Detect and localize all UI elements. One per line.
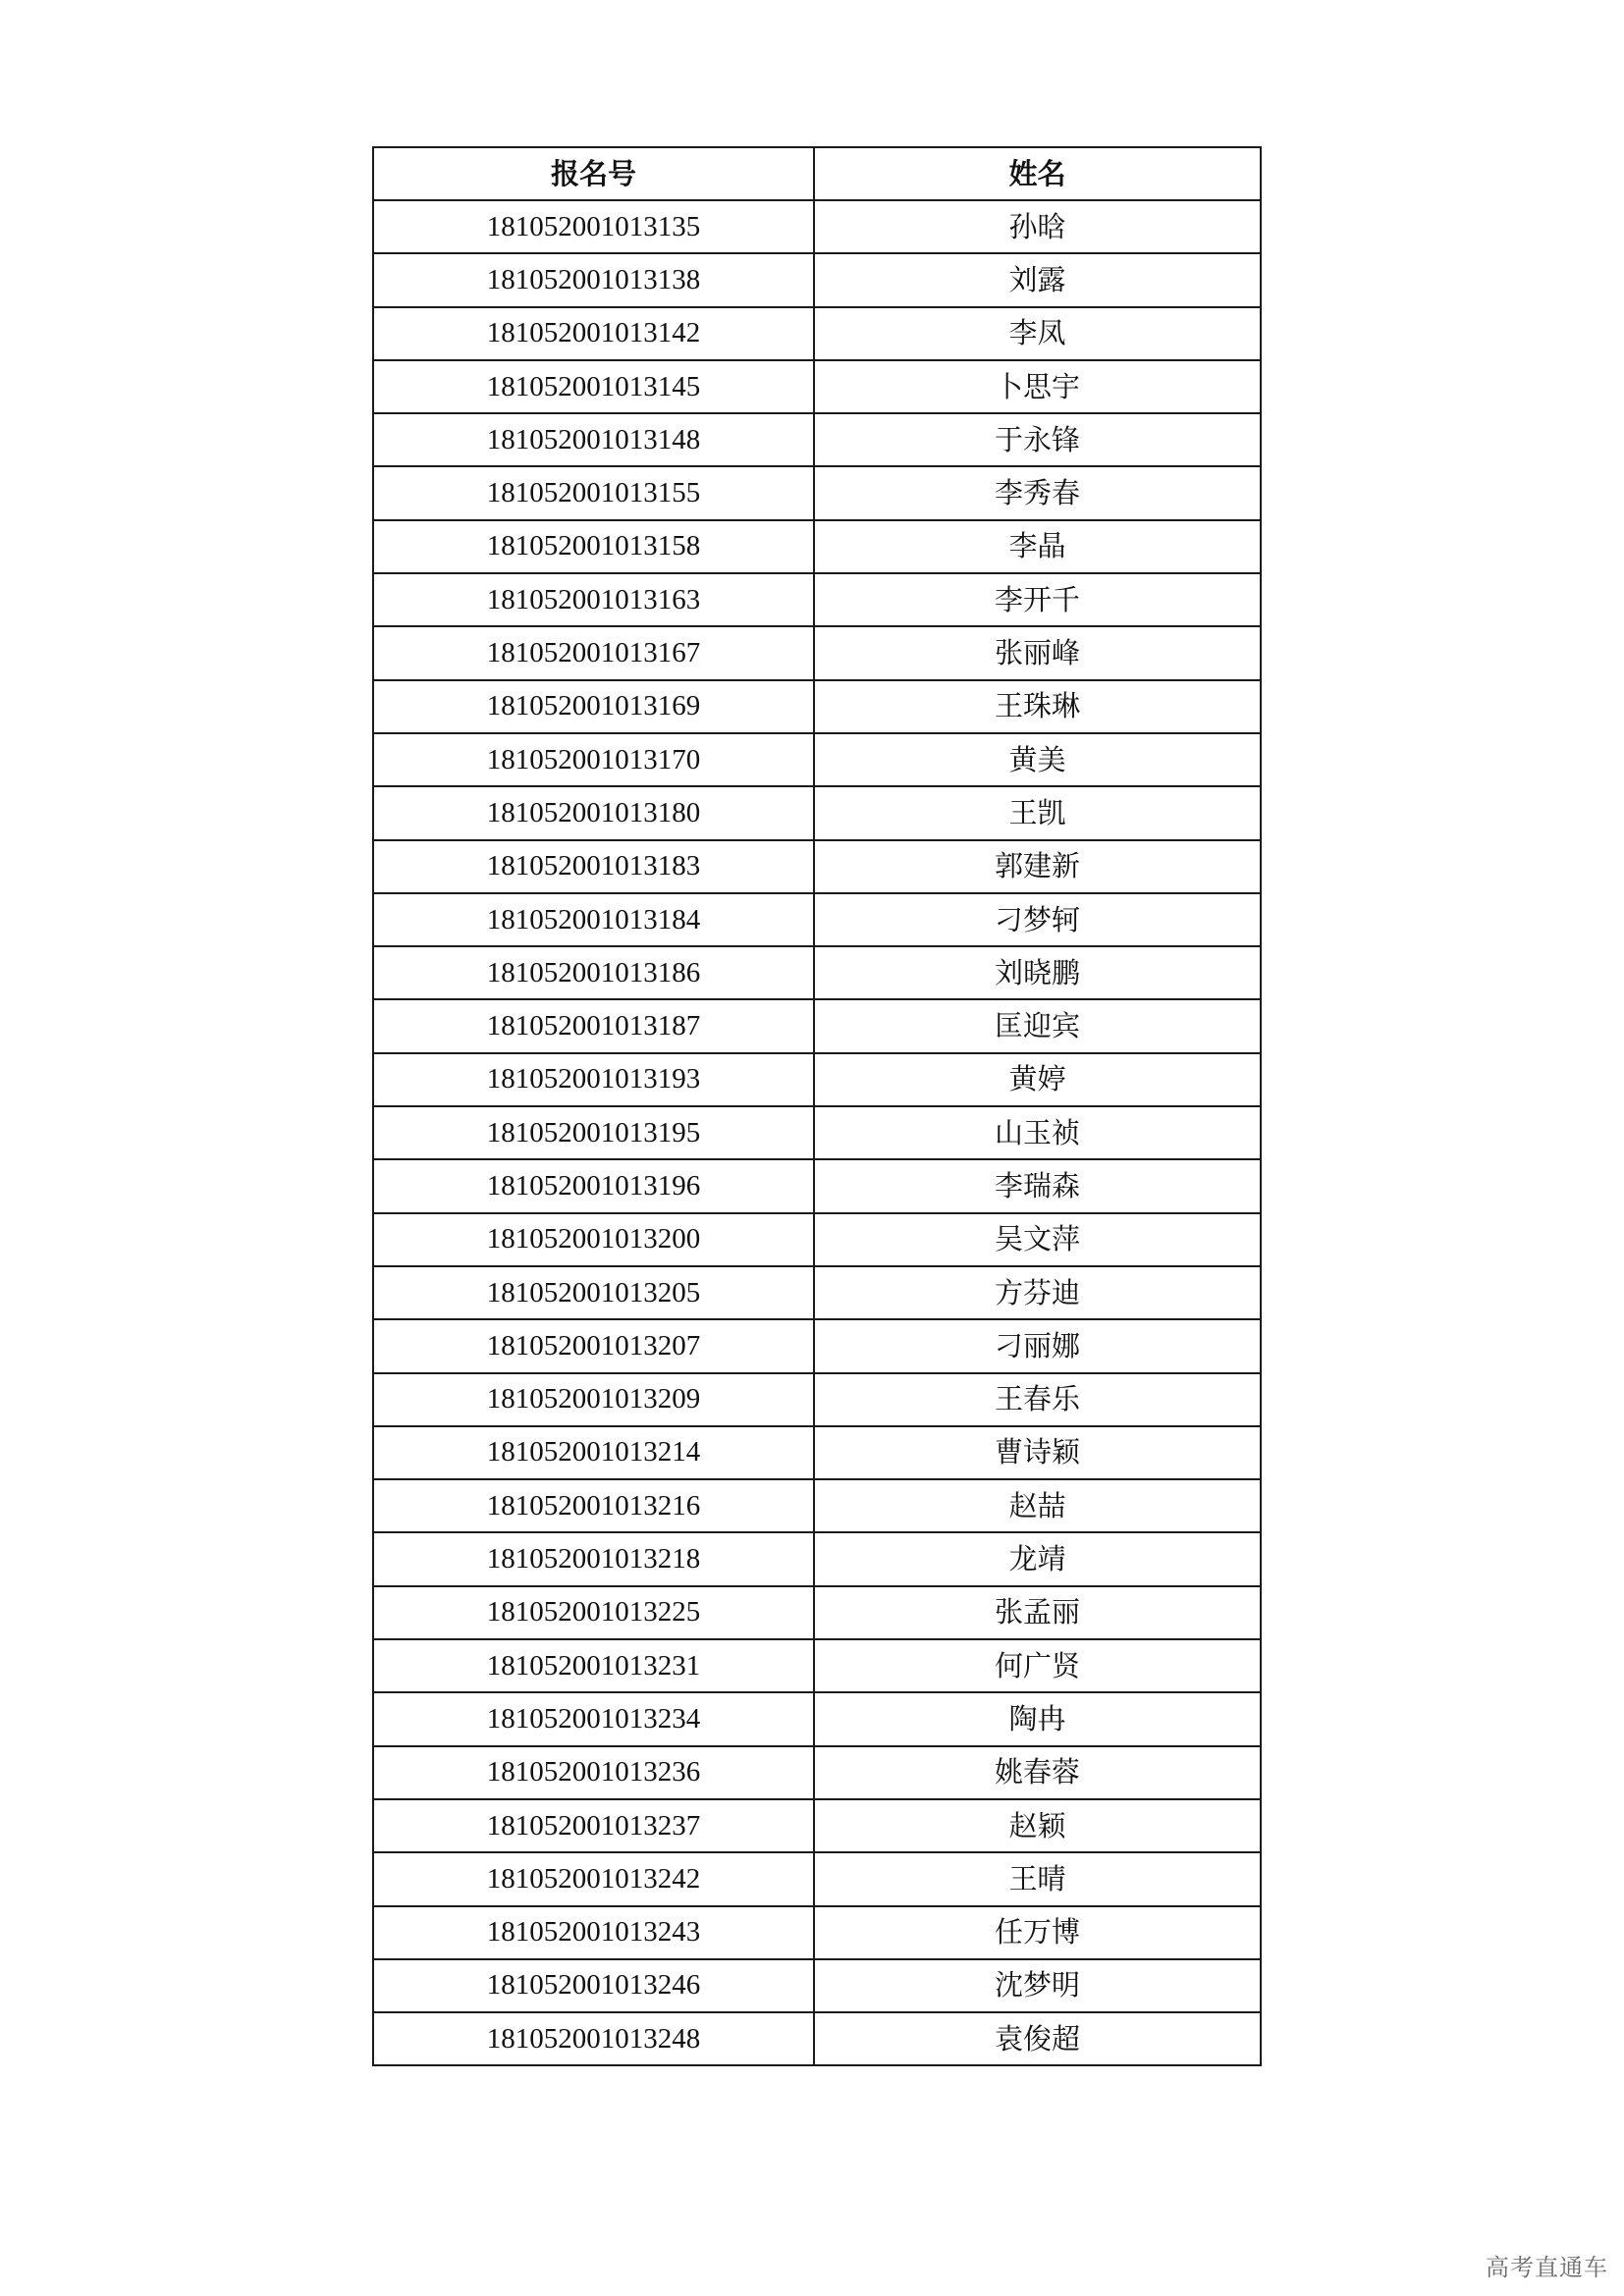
- table-row: [373, 680, 1261, 733]
- name-cell: 刘露: [814, 253, 1261, 306]
- registration-number-cell: 181052001013193: [373, 1053, 814, 1106]
- registration-number-cell: 181052001013148: [373, 413, 814, 466]
- registration-number-cell: 181052001013237: [373, 1799, 814, 1852]
- name-cell: 李凤: [814, 307, 1261, 360]
- registration-number-cell: 181052001013209: [373, 1373, 814, 1426]
- applicant-table: [372, 146, 1262, 2066]
- registration-number-cell: 181052001013196: [373, 1159, 814, 1212]
- name-cell: 李开千: [814, 573, 1261, 626]
- name-cell: 王晴: [814, 1852, 1261, 1905]
- registration-number-cell: 181052001013234: [373, 1692, 814, 1745]
- table-row: [373, 626, 1261, 679]
- name-cell: 卜思宇: [814, 360, 1261, 413]
- table-row: [373, 307, 1261, 360]
- registration-number-cell: 181052001013155: [373, 466, 814, 519]
- name-cell: 赵颖: [814, 1799, 1261, 1852]
- table-row: [373, 1852, 1261, 1905]
- registration-number-cell: 181052001013183: [373, 840, 814, 893]
- registration-number-cell: 181052001013187: [373, 999, 814, 1052]
- name-cell: 匡迎宾: [814, 999, 1261, 1052]
- registration-number-cell: 181052001013218: [373, 1532, 814, 1585]
- table-row: [373, 999, 1261, 1052]
- name-cell: 龙靖: [814, 1532, 1261, 1585]
- name-cell: 黄婷: [814, 1053, 1261, 1106]
- registration-number-cell: 181052001013184: [373, 893, 814, 946]
- table-row: [373, 786, 1261, 839]
- registration-number-cell: 181052001013200: [373, 1213, 814, 1266]
- name-cell: 山玉祯: [814, 1106, 1261, 1159]
- registration-number-cell: 181052001013135: [373, 200, 814, 253]
- table-row: [373, 1159, 1261, 1212]
- name-cell: 于永锋: [814, 413, 1261, 466]
- name-cell: 郭建新: [814, 840, 1261, 893]
- table-row: [373, 1532, 1261, 1585]
- name-cell: 陶冉: [814, 1692, 1261, 1745]
- registration-number-cell: 181052001013145: [373, 360, 814, 413]
- name-cell: 张丽峰: [814, 626, 1261, 679]
- name-cell: 张孟丽: [814, 1586, 1261, 1639]
- name-cell: 刁梦轲: [814, 893, 1261, 946]
- name-cell: 何广贤: [814, 1639, 1261, 1692]
- name-cell: 刘晓鹏: [814, 946, 1261, 999]
- name-cell: 黄美: [814, 733, 1261, 786]
- registration-number-cell: 181052001013243: [373, 1906, 814, 1959]
- table-row: [373, 733, 1261, 786]
- registration-number-cell: 181052001013142: [373, 307, 814, 360]
- registration-number-cell: 181052001013158: [373, 520, 814, 573]
- header-registration-number: 报名号: [373, 147, 814, 200]
- registration-number-cell: 181052001013170: [373, 733, 814, 786]
- registration-number-cell: 181052001013214: [373, 1426, 814, 1479]
- registration-number-cell: 181052001013246: [373, 1959, 814, 2012]
- name-cell: 姚春蓉: [814, 1746, 1261, 1799]
- name-cell: 李瑞森: [814, 1159, 1261, 1212]
- table-row: [373, 1213, 1261, 1266]
- table-row: [373, 1106, 1261, 1159]
- registration-number-cell: 181052001013180: [373, 786, 814, 839]
- name-cell: 李秀春: [814, 466, 1261, 519]
- name-cell: 孙晗: [814, 200, 1261, 253]
- name-cell: 刁丽娜: [814, 1319, 1261, 1372]
- name-cell: 王凯: [814, 786, 1261, 839]
- table-row: [373, 1266, 1261, 1319]
- table-row: [373, 840, 1261, 893]
- name-cell: 沈梦明: [814, 1959, 1261, 2012]
- table-row: [373, 1053, 1261, 1106]
- name-cell: 李晶: [814, 520, 1261, 573]
- table-header-row: [373, 147, 1261, 200]
- table-row: [373, 520, 1261, 573]
- table-row: [373, 2012, 1261, 2065]
- registration-number-cell: 181052001013138: [373, 253, 814, 306]
- table-row: [373, 893, 1261, 946]
- table-row: [373, 1906, 1261, 1959]
- table-row: [373, 360, 1261, 413]
- registration-number-cell: 181052001013225: [373, 1586, 814, 1639]
- header-name: 姓名: [814, 147, 1261, 200]
- registration-number-cell: 181052001013248: [373, 2012, 814, 2065]
- watermark-text: 高考直通车: [1486, 2254, 1608, 2281]
- registration-number-cell: 181052001013205: [373, 1266, 814, 1319]
- name-cell: 赵喆: [814, 1479, 1261, 1532]
- table-row: [373, 1746, 1261, 1799]
- table-row: [373, 200, 1261, 253]
- registration-number-cell: 181052001013207: [373, 1319, 814, 1372]
- table-row: [373, 946, 1261, 999]
- table-row: [373, 1479, 1261, 1532]
- name-cell: 方芬迪: [814, 1266, 1261, 1319]
- registration-number-cell: 181052001013169: [373, 680, 814, 733]
- registration-number-cell: 181052001013216: [373, 1479, 814, 1532]
- table-row: [373, 1586, 1261, 1639]
- registration-number-cell: 181052001013167: [373, 626, 814, 679]
- table-row: [373, 413, 1261, 466]
- name-cell: 王春乐: [814, 1373, 1261, 1426]
- table-row: [373, 573, 1261, 626]
- registration-number-cell: 181052001013186: [373, 946, 814, 999]
- name-cell: 曹诗颖: [814, 1426, 1261, 1479]
- table-row: [373, 1373, 1261, 1426]
- registration-number-cell: 181052001013195: [373, 1106, 814, 1159]
- table-body: [373, 200, 1261, 2065]
- registration-number-cell: 181052001013236: [373, 1746, 814, 1799]
- table-row: [373, 1692, 1261, 1745]
- table-row: [373, 1426, 1261, 1479]
- table-row: [373, 466, 1261, 519]
- name-cell: 袁俊超: [814, 2012, 1261, 2065]
- registration-number-cell: 181052001013231: [373, 1639, 814, 1692]
- name-cell: 王珠琳: [814, 680, 1261, 733]
- registration-number-cell: 181052001013163: [373, 573, 814, 626]
- name-cell: 任万博: [814, 1906, 1261, 1959]
- table-row: [373, 253, 1261, 306]
- name-cell: 吴文萍: [814, 1213, 1261, 1266]
- table-row: [373, 1639, 1261, 1692]
- registration-number-cell: 181052001013242: [373, 1852, 814, 1905]
- table-row: [373, 1319, 1261, 1372]
- table-row: [373, 1799, 1261, 1852]
- table-row: [373, 1959, 1261, 2012]
